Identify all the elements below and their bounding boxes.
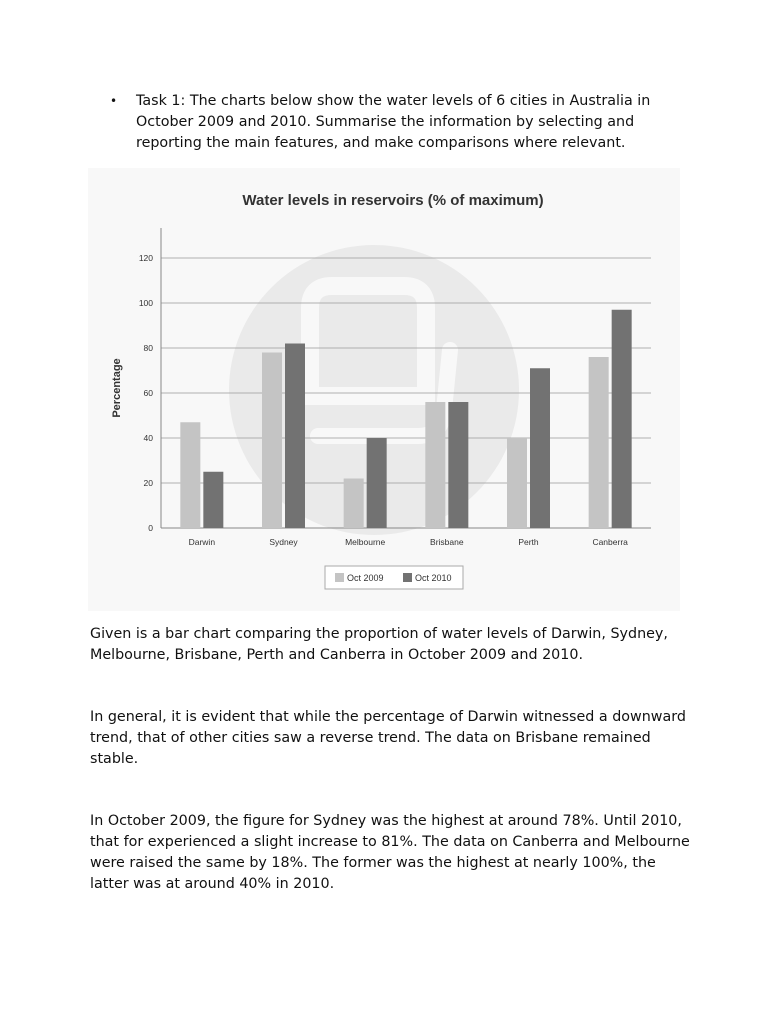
y-tick-label-20: 20 xyxy=(143,478,153,488)
y-tick-label-80: 80 xyxy=(143,343,153,353)
y-tick-labels xyxy=(139,253,153,533)
bar-chart xyxy=(88,168,680,611)
bar-canberra-oct-2010 xyxy=(612,310,632,528)
y-tick-label-60: 60 xyxy=(143,388,153,398)
x-tick-label-darwin: Darwin xyxy=(188,537,216,547)
bar-brisbane-oct-2009 xyxy=(425,402,445,528)
bar-sydney-oct-2010 xyxy=(285,344,305,529)
bar-perth-oct-2010 xyxy=(530,368,550,528)
bar-darwin-oct-2010 xyxy=(203,472,223,528)
x-tick-label-canberra: Canberra xyxy=(592,537,628,547)
y-tick-label-0: 0 xyxy=(148,523,153,533)
bar-melbourne-oct-2009 xyxy=(344,479,364,529)
legend-swatch-oct-2010 xyxy=(403,573,412,582)
legend xyxy=(325,566,463,589)
bar-sydney-oct-2009 xyxy=(262,353,282,529)
legend-label-oct-2010: Oct 2010 xyxy=(415,573,452,583)
chart-title: Water levels in reservoirs (% of maximum) xyxy=(242,192,544,209)
legend-swatch-oct-2009 xyxy=(335,573,344,582)
x-tick-label-brisbane: Brisbane xyxy=(430,537,464,547)
paragraph-introduction: Given is a bar chart comparing the proportion of water levels of Darwin, Sydney, Melbourne, Brisbane, Perth and Canberra in October 2009 and 2010. xyxy=(90,626,668,663)
y-tick-label-100: 100 xyxy=(138,298,153,308)
bar-canberra-oct-2009 xyxy=(589,357,609,528)
y-axis-label: Percentage xyxy=(111,358,123,418)
y-tick-label-120: 120 xyxy=(138,253,153,263)
x-tick-labels xyxy=(189,537,629,547)
paragraph-overview: In general, it is evident that while the percentage of Darwin witnessed a downward trend, that of other cities saw a reverse trend. The data on Brisbane remained stable. xyxy=(90,709,686,767)
chart-figure xyxy=(88,168,680,611)
y-tick-label-40: 40 xyxy=(143,433,153,443)
legend-label-oct-2009: Oct 2009 xyxy=(347,573,384,583)
bar-darwin-oct-2009 xyxy=(180,422,200,528)
bar-brisbane-oct-2010 xyxy=(448,402,468,528)
task-prompt xyxy=(108,91,698,154)
bullet-point: • xyxy=(110,94,118,108)
paragraph-details: In October 2009, the figure for Sydney was the highest at around 78%. Until 2010, that for experienced a slight increase to 81%. The data on Canberra and Melbourne were raised the same by 18%. The former was the highest at nearly 100%, the latter was at around 40% in 2010. xyxy=(90,813,690,892)
bar-melbourne-oct-2010 xyxy=(367,438,387,528)
bar-perth-oct-2009 xyxy=(507,438,527,528)
x-tick-label-sydney: Sydney xyxy=(269,537,298,547)
x-tick-label-melbourne: Melbourne xyxy=(345,537,386,547)
x-tick-label-perth: Perth xyxy=(518,537,539,547)
task-text: Task 1: The charts below show the water levels of 6 cities in Australia in October 2009 and 2010. Summarise the information by selecting and reporting the main features, and make comparisons where relevant. xyxy=(136,93,651,151)
